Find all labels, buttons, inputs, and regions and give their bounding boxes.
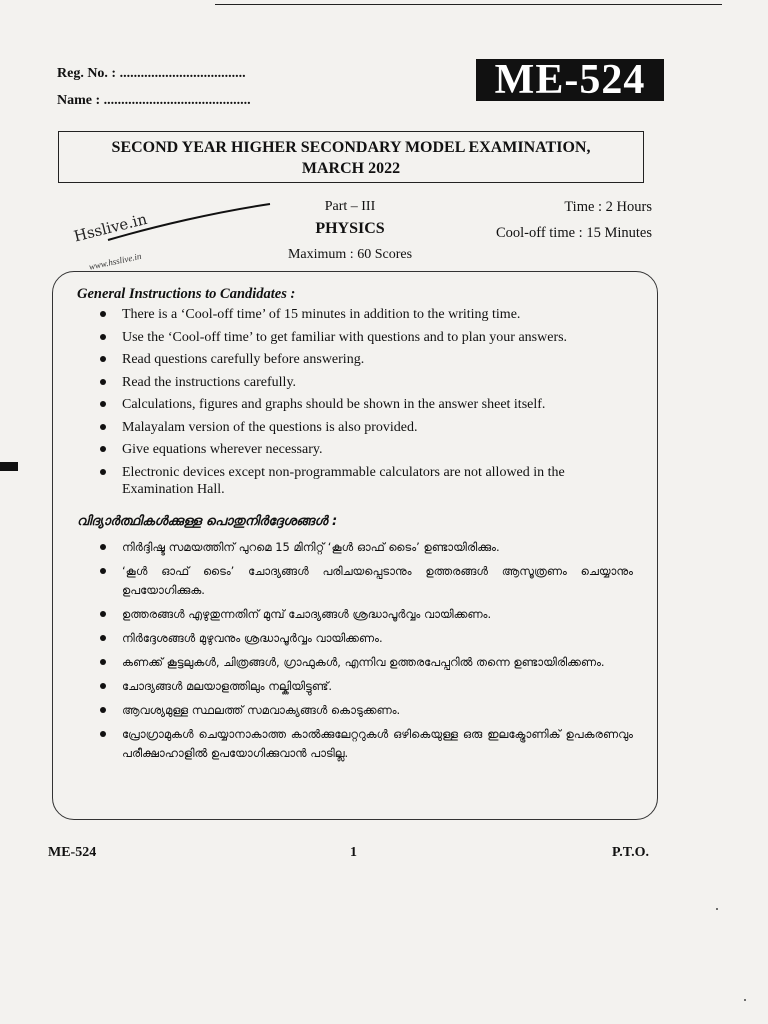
list-item: പ്രോഗ്രാമുകൾ ചെയ്യാനാകാത്ത കാൽക്കുലേറ്ററുകൾ ഒഴികെയുള്ള ഒരു ഇലക്ട്രോണിക് ഉപകരണവും പരീക്ഷാഹാളിൽ ഉപയോഗിക്കുവാൻ പാടില്ല. bbox=[98, 725, 633, 763]
list-item: Malayalam version of the questions is also provided. bbox=[98, 419, 628, 436]
list-item: Give equations wherever necessary. bbox=[98, 441, 628, 458]
pto-label: P.T.O. bbox=[612, 845, 649, 860]
list-item: ഉത്തരങ്ങൾ എഴുതുന്നതിന് മുമ്പ് ചോദ്യങ്ങൾ ശ്രദ്ധാപൂർവ്വം വായിക്കണം. bbox=[98, 605, 633, 624]
instructions-heading: General Instructions to Candidates : bbox=[77, 286, 296, 302]
watermark-url: www.hsslive.in bbox=[88, 250, 143, 272]
malayalam-instructions-list bbox=[98, 538, 633, 768]
cool-off-label: Cool-off time : 15 Minutes bbox=[495, 225, 652, 241]
list-item: Read the instructions carefully. bbox=[98, 374, 628, 391]
page-number: 1 bbox=[350, 845, 357, 860]
list-item: നിർദ്ദിഷ്ട സമയത്തിന് പുറമെ 15 മിനിറ്റ് ‘കൂൾ ഓഫ് ടൈം’ ഉണ്ടായിരിക്കും. bbox=[98, 538, 633, 557]
name-field: Name : .......................................... bbox=[57, 93, 251, 108]
list-item: ആവശ്യമുള്ള സ്ഥലത്ത് സമവാക്യങ്ങൾ കൊടുക്കണം. bbox=[98, 701, 633, 720]
list-item: ‘കൂൾ ഓഫ് ടൈം’ ചോദ്യങ്ങൾ പരിചയപ്പെടാനും ഉത്തരങ്ങൾ ആസൂത്രണം ചെയ്യാനും ഉപയോഗിക്കുക. bbox=[98, 562, 633, 600]
list-item: നിർദ്ദേശങ്ങൾ മുഴുവനും ശ്രദ്ധാപൂർവ്വം വായിക്കണം. bbox=[98, 629, 633, 648]
instructions-list bbox=[98, 306, 628, 503]
exam-title-line1: SECOND YEAR HIGHER SECONDARY MODEL EXAMINATION, bbox=[111, 139, 591, 156]
list-item: Read questions carefully before answering. bbox=[98, 351, 628, 368]
reg-no-field: Reg. No. : .................................... bbox=[57, 66, 246, 81]
time-label: Time : 2 Hours bbox=[564, 199, 652, 215]
list-item: Use the ‘Cool-off time’ to get familiar with questions and to plan your answers. bbox=[98, 329, 628, 346]
list-item: Calculations, figures and graphs should be shown in the answer sheet itself. bbox=[98, 396, 628, 413]
footer-paper-code: ME-524 bbox=[48, 845, 97, 860]
list-item: കണക്ക് കൂട്ടലുകൾ, ചിത്രങ്ങൾ, ഗ്രാഫുകൾ, എന്നിവ ഉത്തരപേപ്പറിൽ തന്നെ ഉണ്ടായിരിക്കണം. bbox=[98, 653, 633, 672]
scan-edge-mark bbox=[0, 462, 18, 471]
scan-speck bbox=[716, 908, 718, 910]
paper-code-badge: ME-524 bbox=[476, 59, 664, 101]
scan-speck bbox=[744, 999, 746, 1001]
exam-title-line2: MARCH 2022 bbox=[301, 160, 401, 177]
subject-title: PHYSICS bbox=[315, 220, 385, 237]
part-label: Part – III bbox=[324, 199, 376, 214]
exam-title-box bbox=[58, 131, 644, 183]
max-scores: Maximum : 60 Scores bbox=[287, 247, 413, 262]
malayalam-heading: വിദ്യാർത്ഥികൾക്കുള്ള പൊതുനിർദ്ദേശങ്ങൾ : bbox=[77, 514, 338, 529]
list-item: There is a ‘Cool-off time’ of 15 minutes in addition to the writing time. bbox=[98, 306, 628, 323]
list-item: Electronic devices except non-programmable calculators are not allowed in the Examination Hall. bbox=[98, 464, 628, 498]
scan-edge-line bbox=[215, 4, 722, 5]
watermark-brand: Hsslive.in bbox=[72, 209, 149, 246]
list-item: ചോദ്യങ്ങൾ മലയാളത്തിലും നല്കിയിട്ടുണ്ട്. bbox=[98, 677, 633, 696]
